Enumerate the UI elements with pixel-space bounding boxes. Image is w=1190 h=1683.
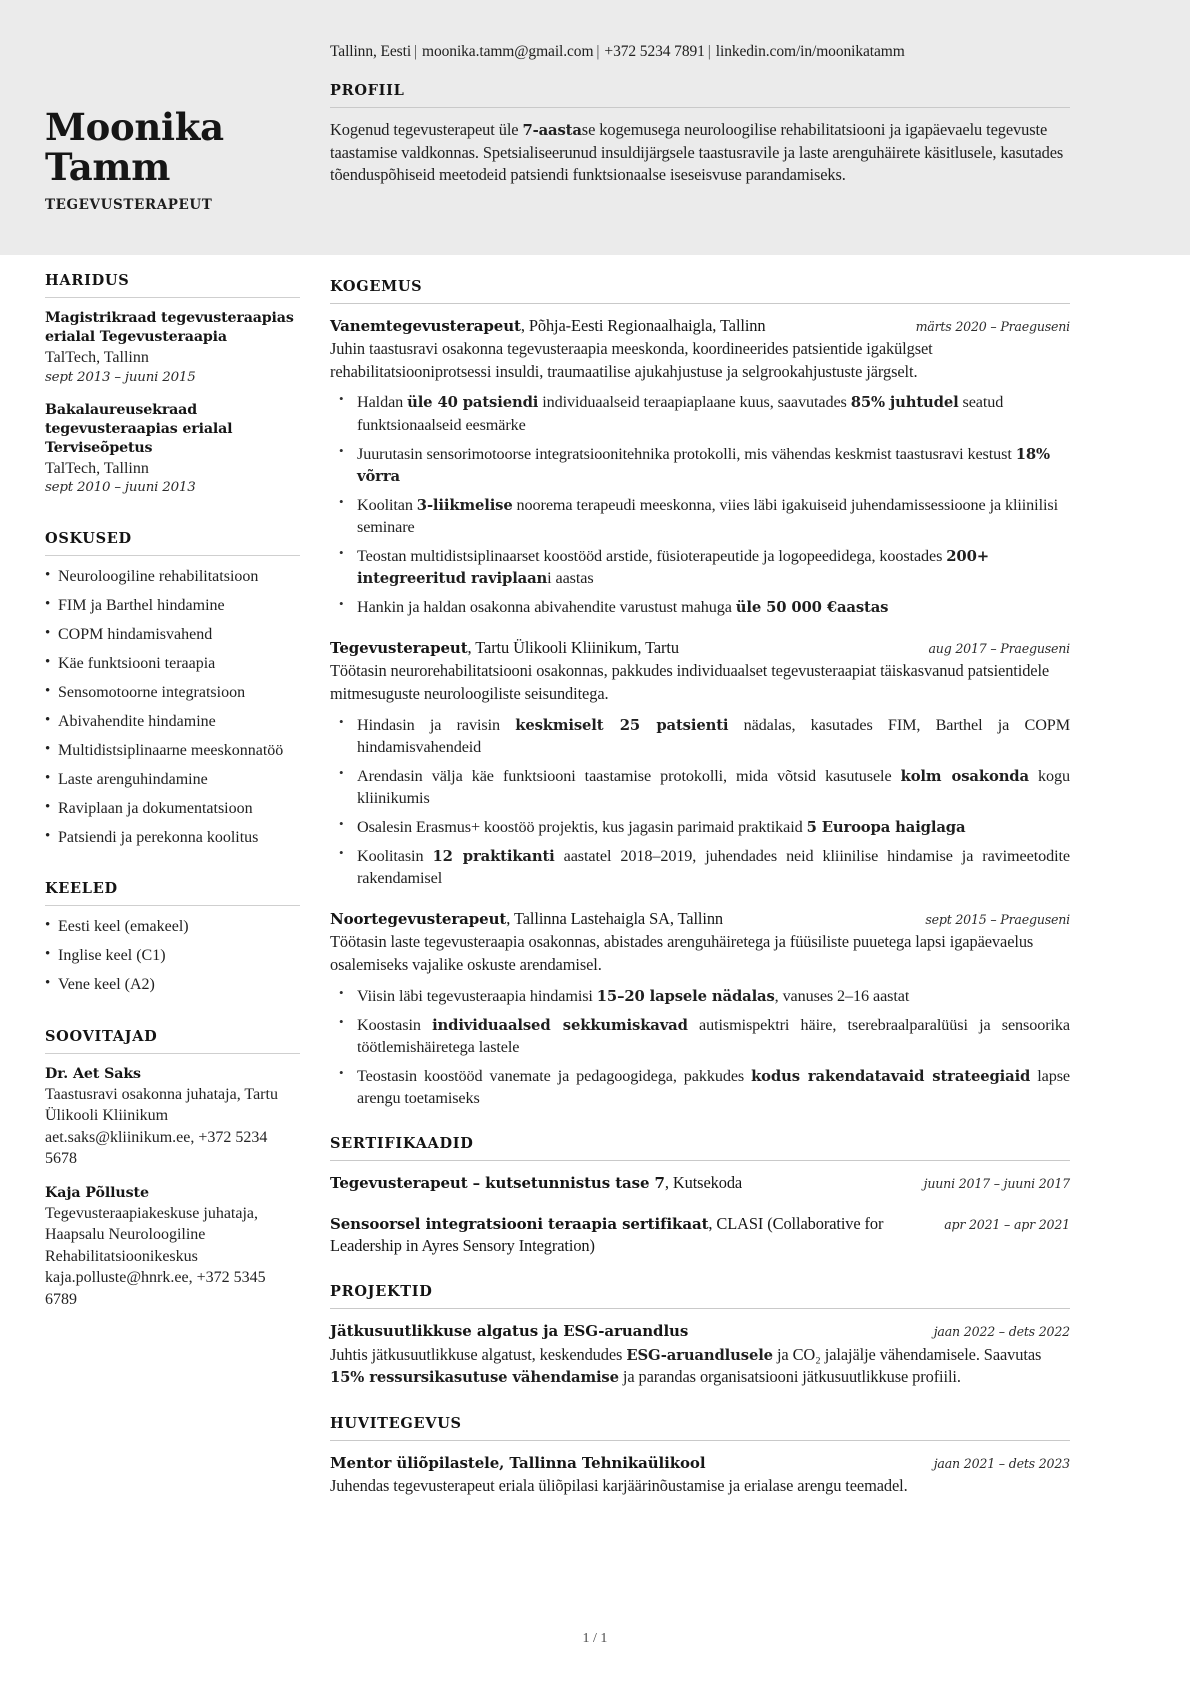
highlight-text: Sensoorsel integratsiooni teraapia sertifikaat xyxy=(330,1215,709,1234)
experience-entry xyxy=(330,637,1070,889)
languages-heading: KEELED xyxy=(45,880,118,898)
highlight-text: individuaalsed sekkumiskavad xyxy=(432,1016,688,1034)
sidebar-accent-strip xyxy=(0,0,22,255)
education-section xyxy=(45,272,300,498)
body-text-part: autismispektri häire, tserebraalparalüüsi ja sensoorika töötlemishäiretega lastele xyxy=(357,1015,1070,1056)
job-bullet xyxy=(330,494,1070,538)
certificates-heading: SERTIFIKAADID xyxy=(330,1135,474,1153)
highlight-text: Noortegevusterapeut xyxy=(330,910,507,929)
highlight-text: 12 praktikanti xyxy=(432,848,555,866)
skill-item: • Multidistsiplinaarne meeskonnatöö xyxy=(45,741,300,761)
body-text-part: Hindasin ja ravisin xyxy=(357,715,516,734)
contact-line xyxy=(330,42,1070,62)
body-text-part: , vanuses 2–16 aastat xyxy=(774,986,910,1005)
job-bullet xyxy=(330,545,1070,589)
languages-list xyxy=(45,917,300,995)
languages-section xyxy=(45,880,300,995)
skills-list xyxy=(45,567,300,848)
body-text-part: ja CO₂ jalajälje vähendamisele. Saavutas xyxy=(772,1344,1042,1364)
activities-section xyxy=(330,1415,1070,1498)
entry-header xyxy=(330,908,1070,930)
reference-role: Tegevusteraapiakeskuse juhataja, Haapsalu Neuroloogiline Rehabilitatsioonikeskus xyxy=(45,1204,259,1265)
education-heading: HARIDUS xyxy=(45,272,130,289)
education-list xyxy=(45,309,300,498)
body-text-part: aastatel 2018–2019, juhendades neid kliinilise hindamise ja ravimeetodite rakendamisel xyxy=(357,847,1070,888)
job-bullet xyxy=(330,816,1070,838)
body-text-part: Osalesin Erasmus+ koostöö projektis, kus jagasin parimaid praktikaid xyxy=(357,817,807,836)
education-dates: sept 2010 – juuni 2013 xyxy=(45,480,196,496)
body-text-part: , Põhja-Eesti Regionaalhaigla, Tallinn xyxy=(520,316,766,335)
skill-item: • Käe funktsiooni teraapia xyxy=(45,654,300,674)
body-text-part: Koolitasin xyxy=(357,847,433,866)
body-text-part: Teostasin koostööd vanemate ja pedagoogidega, pakkudes xyxy=(357,1066,752,1085)
language-item: • Vene keel (A2) xyxy=(45,975,300,995)
job-bullet xyxy=(330,845,1070,889)
education-degree: Bakalaureusekraad tegevusteraapias erialal Terviseõpetus xyxy=(45,401,233,456)
experience-section xyxy=(330,278,1070,1109)
education-item xyxy=(45,401,300,499)
body-text-part: Juhtis jätkusuutlikkuse algatust, keskendudes xyxy=(330,1344,627,1364)
page-title: TEGEVUSTERAPEUT xyxy=(45,196,213,213)
body-text-part: i aastas xyxy=(547,569,594,588)
body-text-part: Teostan multidistsiplinaarset koostööd arstide, füsioterapeutide ja logopeedidega, koostades xyxy=(357,546,947,565)
references-heading: SOOVITAJAD xyxy=(45,1027,158,1045)
reference-item xyxy=(45,1065,300,1170)
skills-section xyxy=(45,530,300,848)
project-entry xyxy=(330,1320,1070,1388)
highlight-text: ESG-aruandlusele xyxy=(626,1346,773,1364)
skill-item: • Laste arenguhindamine xyxy=(45,770,300,790)
skills-divider xyxy=(45,555,300,556)
certificate-dates: apr 2021 – apr 2021 xyxy=(944,1217,1070,1233)
education-dates: sept 2013 – juuni 2015 xyxy=(45,369,196,385)
job-bullet xyxy=(330,443,1070,487)
highlight-text: Tegevusterapeut xyxy=(330,639,468,658)
project-title-line xyxy=(330,1320,920,1342)
reference-item xyxy=(45,1184,300,1310)
skill-item: • Neuroloogiline rehabilitatsioon xyxy=(45,567,300,587)
activity-dates: jaan 2021 – dets 2023 xyxy=(933,1455,1070,1471)
job-title-line xyxy=(330,908,911,930)
profile-highlight: 7-aasta xyxy=(522,122,582,139)
last-name: Tamm xyxy=(45,144,171,189)
contact-separator: | xyxy=(414,43,418,60)
skill-item: • Patsiendi ja perekonna koolitus xyxy=(45,828,300,848)
highlight-text: 5 Euroopa haiglaga xyxy=(806,818,966,836)
reference-name: Dr. Aet Saks xyxy=(45,1065,141,1082)
skill-item: • Sensomotoorne integratsioon xyxy=(45,683,300,703)
body-text-part: kogu kliinikumis xyxy=(357,766,1070,807)
contact-phone[interactable]: +372 5234 7891 xyxy=(604,43,705,60)
highlight-text: Tegevusterapeut – kutsetunnistus tase 7 xyxy=(330,1174,665,1193)
highlight-text: 85% juhtudel xyxy=(850,394,959,412)
job-dates: sept 2015 – Praeguseni xyxy=(925,912,1070,928)
job-bullet-list xyxy=(330,985,1070,1109)
skill-item: • COPM hindamisvahend xyxy=(45,625,300,645)
highlight-text: 200+ integreeritud raviplaan xyxy=(357,547,989,588)
projects-heading: PROJEKTID xyxy=(330,1283,433,1301)
job-bullet xyxy=(330,1014,1070,1058)
highlight-text: 3-liikmelise xyxy=(416,496,513,514)
profile-text xyxy=(330,119,1070,187)
experience-divider xyxy=(330,303,1070,304)
highlight-text: Mentor üliõpilastele, Tallinna Tehnikaülikool xyxy=(330,1453,706,1472)
skill-item: • Raviplaan ja dokumentatsioon xyxy=(45,799,300,819)
experience-entry xyxy=(330,908,1070,1109)
body-text-part: Haldan xyxy=(357,393,408,412)
certificate-entry xyxy=(330,1213,1070,1257)
profile-section xyxy=(330,82,1070,187)
highlight-text: kolm osakonda xyxy=(900,767,1029,785)
references-section xyxy=(45,1028,300,1310)
job-bullet xyxy=(330,596,1070,618)
project-description xyxy=(330,1344,1070,1389)
experience-heading: KOGEMUS xyxy=(330,278,423,295)
page-footer: 1 / 1 xyxy=(582,1631,608,1646)
highlight-text: 15–20 lapsele nädalas xyxy=(596,987,775,1005)
activity-description: Juhendas tegevusterapeut eriala üliõpilasi karjäärinõustamise ja erialase arengu teemadel. xyxy=(330,1476,908,1495)
body-text-part: , Kutsekoda xyxy=(664,1173,743,1193)
highlight-text: 18% võrra xyxy=(357,445,1050,485)
highlight-text: Vanemtegevusterapeut xyxy=(330,317,521,335)
body-text-part: Hankin ja haldan osakonna abivahendite varustust mahuga xyxy=(357,598,736,617)
job-bullet xyxy=(330,765,1070,809)
reference-name: Kaja Põlluste xyxy=(45,1184,149,1201)
education-school: TalTech, Tallinn xyxy=(45,459,149,477)
references-divider xyxy=(45,1053,300,1054)
job-title-line xyxy=(330,315,902,337)
profile-text-part: Kogenud tegevusterapeut üle xyxy=(330,120,523,139)
reference-contact: kaja.polluste@hnrk.ee, +372 5345 6789 xyxy=(45,1269,266,1308)
job-bullet xyxy=(330,985,1070,1007)
skills-heading: OSKUSED xyxy=(45,530,132,548)
body-text-part: noorema terapeudi meeskonna, viies läbi igakuiseid juhendamissessioone ja kliinilisi seminare xyxy=(357,495,1058,536)
entry-header xyxy=(330,1172,1070,1194)
languages-divider xyxy=(45,905,300,906)
education-school: TalTech, Tallinn xyxy=(45,349,149,367)
activities-heading: HUVITEGEVUS xyxy=(330,1414,462,1432)
education-divider xyxy=(45,297,300,298)
reference-contact: aet.saks@kliinikum.ee, +372 5234 5678 xyxy=(45,1128,268,1168)
body-text-part: Koolitan xyxy=(357,495,417,514)
profile-heading: PROFIIL xyxy=(330,82,405,99)
job-title-line xyxy=(330,637,914,659)
body-text-part: ja parandas organisatsiooni jätkusuutlikkuse profiili. xyxy=(618,1367,961,1387)
projects-section xyxy=(330,1283,1070,1388)
body-text-part: Koostasin xyxy=(357,1015,433,1034)
profile-text-part: se kogemusega neuroloogilise rehabilitatsiooni ja igapäevaelu tegevuste taastamise valdkonnas. Spetsialiseerunud insuldijärgsele taastusravile ja laste arenguhäirete käsitlusele, kasutades tõenduspõhiseid meetodeid patsiendi funktsionaalse iseseisvuse parandamiseks. xyxy=(330,120,1064,185)
highlight-text: Jätkusuutlikkuse algatus ja ESG-aruandlus xyxy=(330,1322,689,1341)
activity-title-line xyxy=(330,1452,920,1474)
job-dates: märts 2020 – Praeguseni xyxy=(915,319,1070,334)
entry-header xyxy=(330,1320,1070,1342)
certificate-title-line xyxy=(330,1213,930,1257)
projects-divider xyxy=(330,1308,1070,1309)
contact-location: Tallinn, Eesti xyxy=(330,43,412,60)
job-summary: Töötasin neurorehabilitatsiooni osakonnas, pakkudes individuaalset tegevusteraapiat täiskasvanud patsientidele mitmesuguste neuroloogiliste seisunditega. xyxy=(330,661,1050,704)
contact-separator: | xyxy=(596,43,600,60)
activities-list xyxy=(330,1452,1070,1498)
body-text-part: seatud funktsionaalseid eesmärke xyxy=(357,393,1004,434)
certificate-title-line xyxy=(330,1172,910,1194)
certificates-section xyxy=(330,1135,1070,1257)
certificate-entry xyxy=(330,1172,1070,1194)
body-text-part: Arendasin välja käe funktsiooni taastamise protokolli, mida võtsid kasutusele xyxy=(357,766,901,785)
entry-header xyxy=(330,637,1070,659)
body-text-part: Juurutasin sensorimotoorse integratsioonitehnika protokolli, mis vähendas keskmist taastusravi kestust xyxy=(357,444,1016,463)
contact-email[interactable]: moonika.tamm@gmail.com xyxy=(422,43,594,60)
skill-item: • Abivahendite hindamine xyxy=(45,712,300,732)
job-bullet xyxy=(330,391,1070,435)
body-text-part: , Tartu Ülikooli Kliinikum, Tartu xyxy=(467,638,679,658)
certificate-dates: juuni 2017 – juuni 2017 xyxy=(923,1176,1070,1192)
first-name: Moonika xyxy=(45,105,224,149)
name-block xyxy=(45,105,315,213)
projects-list xyxy=(330,1320,1070,1388)
job-bullet xyxy=(330,1065,1070,1109)
job-summary: Juhin taastusravi osakonna tegevusteraapia meeskonda, koordineerides patsientide igakülgset rehabilitatsiooniprotsessi insuldi, traumaatilise ajukahjustuse ja selgrookahjustuste järgselt. xyxy=(330,339,933,381)
entry-header xyxy=(330,315,1070,337)
highlight-text: 15% ressursikasutuse vähendamise xyxy=(330,1369,619,1387)
highlight-text: keskmiselt 25 patsienti xyxy=(515,716,729,734)
education-item xyxy=(45,309,300,388)
experience-entry xyxy=(330,315,1070,618)
body-text-part: , CLASI (Collaborative for Leadership in Ayres Sensory Integration) xyxy=(330,1214,884,1256)
certificates-list xyxy=(330,1172,1070,1257)
contact-linkedin[interactable]: linkedin.com/in/moonikatamm xyxy=(715,43,905,60)
activity-entry xyxy=(330,1452,1070,1498)
profile-divider xyxy=(330,107,1070,108)
reference-role: Taastusravi osakonna juhataja, Tartu Ülikooli Kliinikum xyxy=(45,1085,278,1125)
job-bullet-list xyxy=(330,391,1070,618)
language-item: • Inglise keel (C1) xyxy=(45,946,300,966)
references-list xyxy=(45,1065,300,1310)
project-dates: jaan 2022 – dets 2022 xyxy=(933,1324,1070,1340)
skill-item: • FIM ja Barthel hindamine xyxy=(45,596,300,616)
highlight-text: aastas xyxy=(836,599,889,617)
entry-header xyxy=(330,1213,1070,1257)
highlight-text: üle 40 patsiendi xyxy=(407,394,539,412)
body-text-part: nädalas, kasutades FIM, Barthel ja COPM hindamisvahendeid xyxy=(357,715,1070,756)
sidebar xyxy=(45,272,300,1310)
body-text-part: lapse arengu toetamiseks xyxy=(357,1066,1070,1107)
main-column xyxy=(330,278,1070,1524)
entry-header xyxy=(330,1452,1070,1474)
job-bullet-list xyxy=(330,714,1070,890)
body-text-part: Viisin läbi tegevusteraapia hindamisi xyxy=(357,986,597,1005)
experience-list xyxy=(330,315,1070,1109)
highlight-text: üle 50 000 € xyxy=(735,599,837,617)
job-dates: aug 2017 – Praeguseni xyxy=(928,641,1070,657)
job-bullet xyxy=(330,714,1070,758)
certificates-divider xyxy=(330,1160,1070,1161)
job-summary: Töötasin laste tegevusteraapia osakonnas, abistades arenguhäiretega ja füüsiliste puuetega lapsi igapäevaelus osalemiseks vajalike oskuste arendamisel. xyxy=(330,932,1034,974)
activities-divider xyxy=(330,1440,1070,1441)
body-text-part: individuaalseid teraapiaplaane kuus, saavutades xyxy=(538,393,851,412)
body-text-part: , Tallinna Lastehaigla SA, Tallinn xyxy=(506,909,724,929)
education-degree: Magistrikraad tegevusteraapias erialal Tegevusteraapia xyxy=(45,310,294,346)
language-item: • Eesti keel (emakeel) xyxy=(45,917,300,937)
contact-separator: | xyxy=(707,43,711,60)
highlight-text: kodus rakendatavaid strateegiaid xyxy=(751,1067,1031,1085)
